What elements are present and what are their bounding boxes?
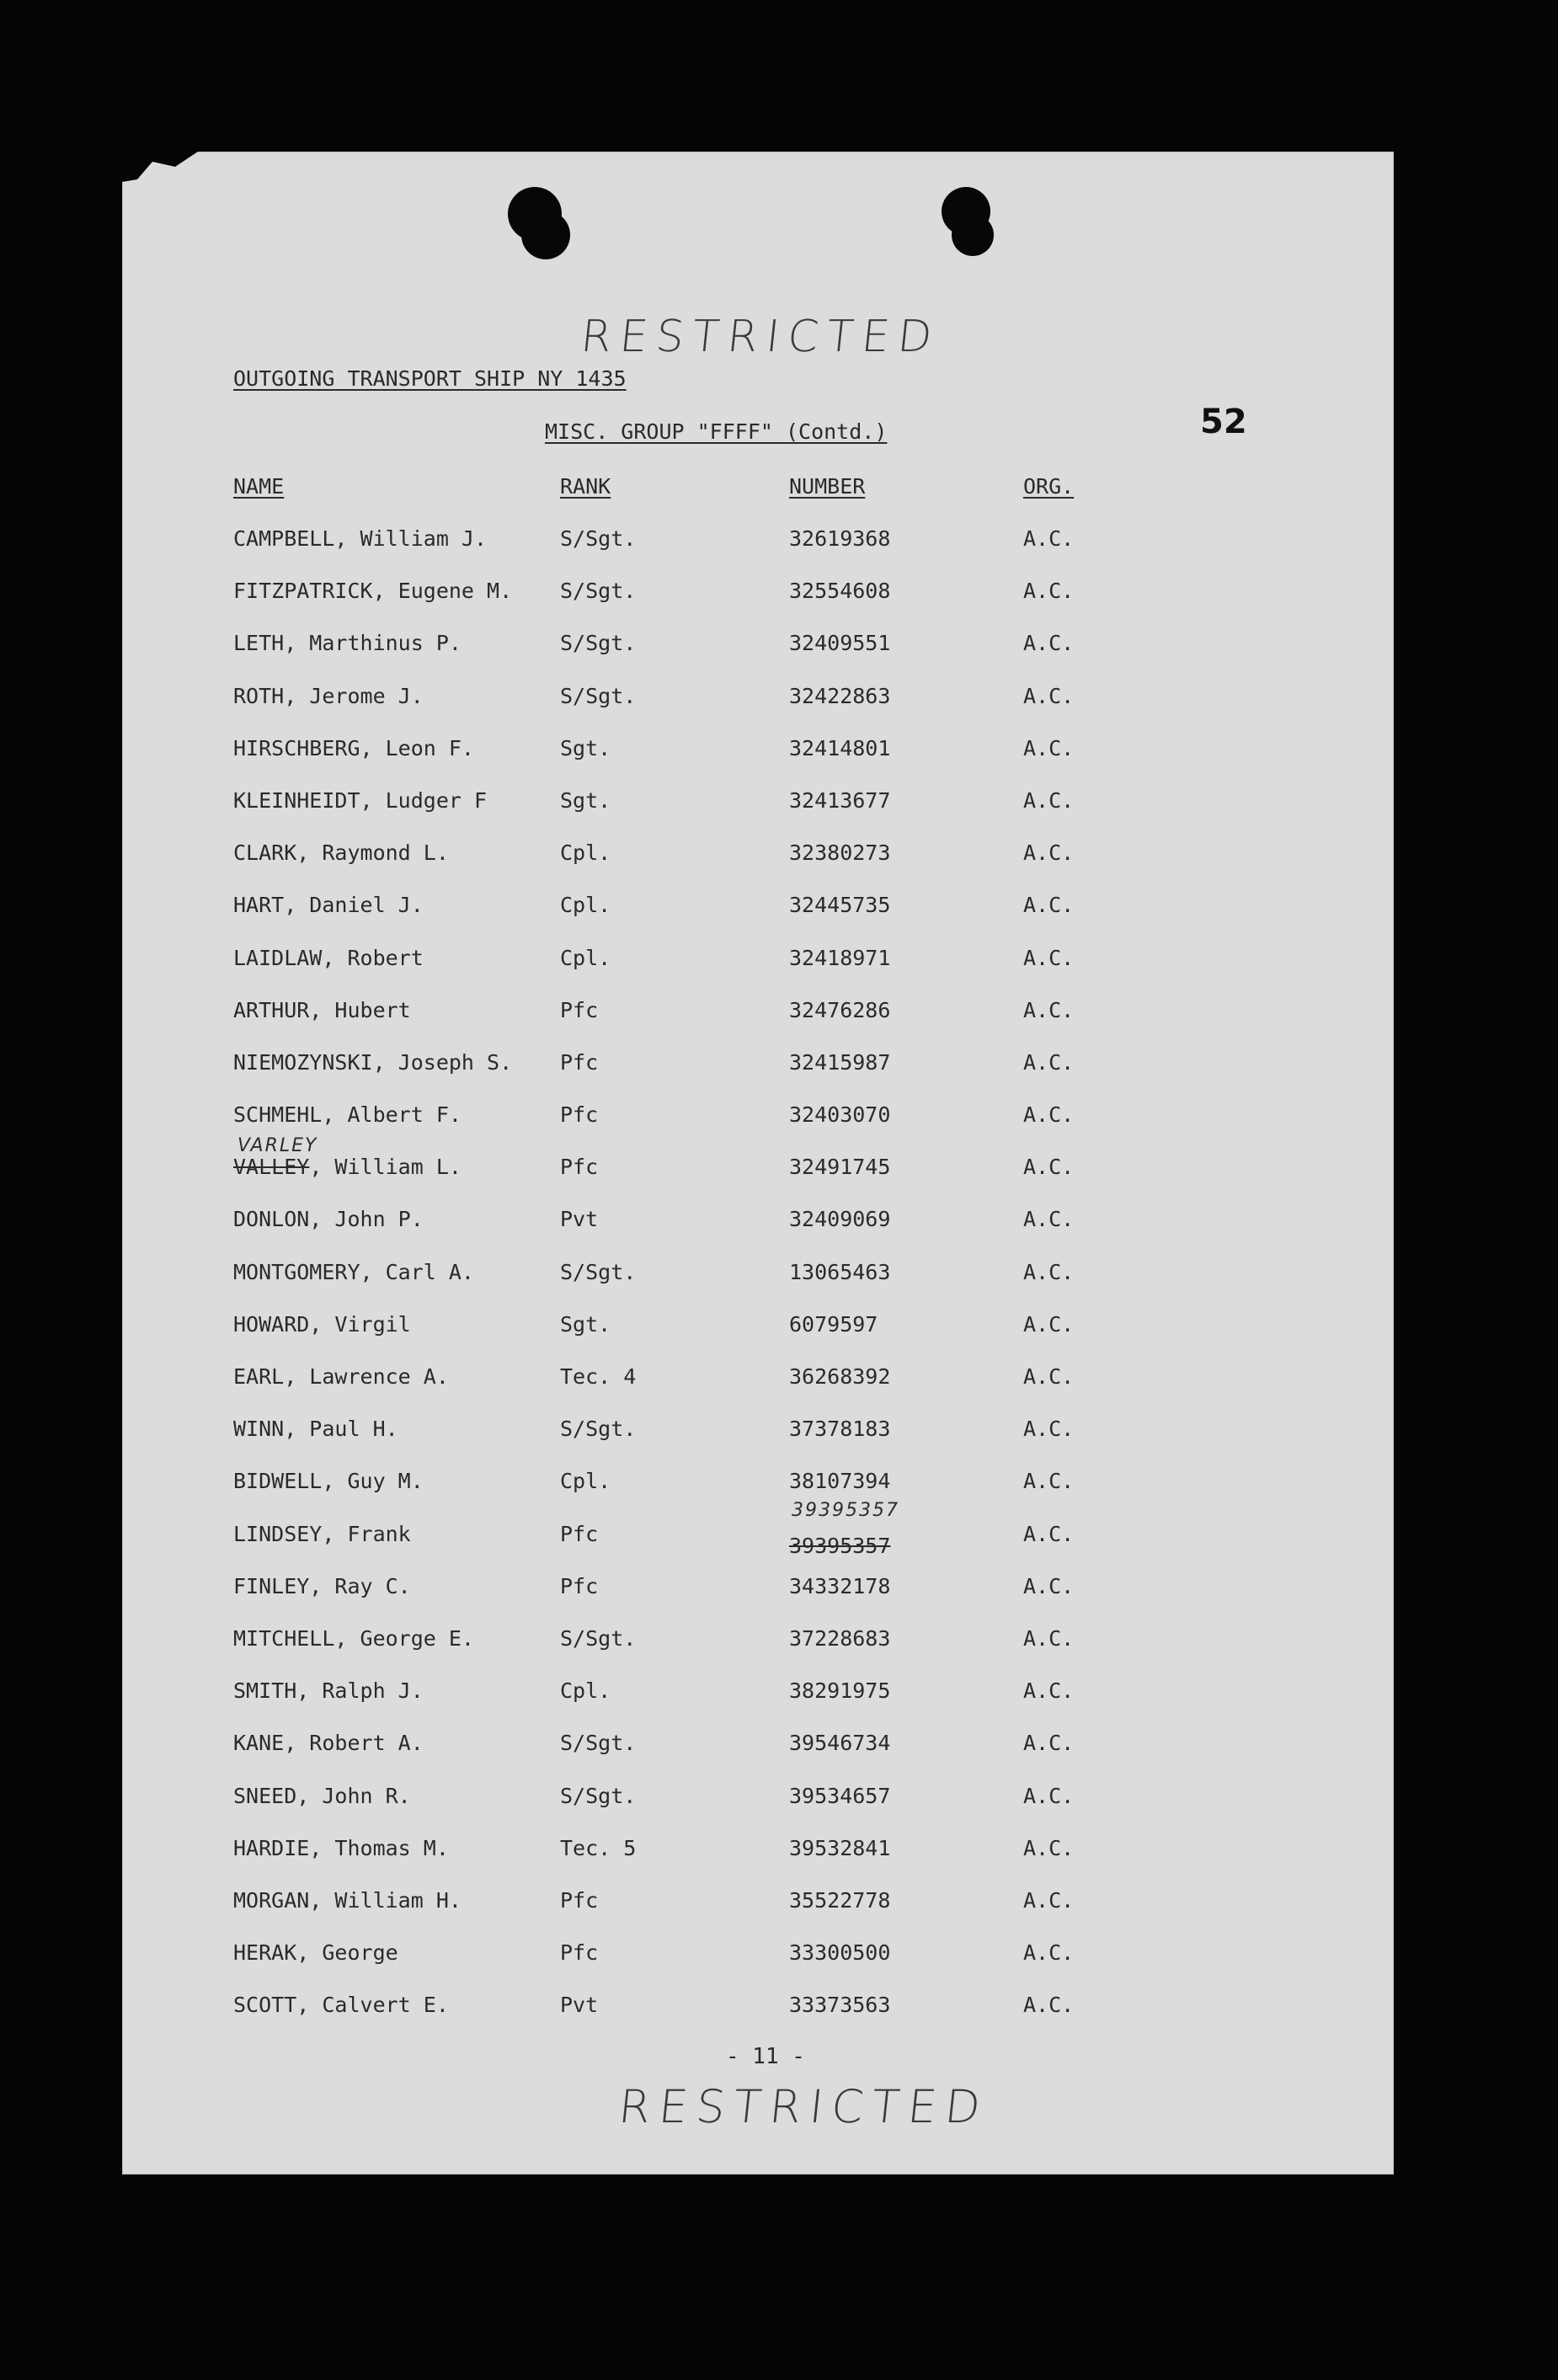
row-name: SCHMEHL, Albert F. xyxy=(233,1102,462,1128)
row-rank: Pvt xyxy=(560,1207,599,1232)
row-rank: Pfc xyxy=(560,1521,599,1546)
row-rank: Tec. 5 xyxy=(560,1835,637,1860)
row-number: 32414801 xyxy=(789,735,891,760)
row-number: 32415987 xyxy=(789,1049,891,1075)
table-row xyxy=(122,1784,1394,1836)
row-org: A.C. xyxy=(1023,1887,1075,1913)
row-number: 36268392 xyxy=(789,1364,891,1389)
row-org: A.C. xyxy=(1023,1521,1075,1546)
row-number: 6079597 xyxy=(789,1311,878,1337)
row-name: DONLON, John P. xyxy=(233,1207,424,1232)
table-row xyxy=(122,1207,1394,1259)
row-name: EARL, Lawrence A. xyxy=(233,1364,449,1389)
row-number: 32418971 xyxy=(789,945,891,970)
row-org: A.C. xyxy=(1023,893,1075,918)
document-sheet xyxy=(122,152,1394,2175)
row-number: 38107394 xyxy=(789,1469,891,1494)
row-rank: Sgt. xyxy=(560,735,611,760)
row-name: LINDSEY, Frank xyxy=(233,1521,411,1546)
column-header-org: ORG. xyxy=(1023,474,1075,499)
row-name: CLARK, Raymond L. xyxy=(233,840,449,866)
row-org: A.C. xyxy=(1023,1835,1075,1860)
row-name: HOWARD, Virgil xyxy=(233,1311,411,1337)
row-org: A.C. xyxy=(1023,1469,1075,1494)
row-number: 32554608 xyxy=(789,579,891,604)
row-name: SMITH, Ralph J. xyxy=(233,1678,424,1704)
row-rank: Pfc xyxy=(560,1887,599,1913)
page-number: 52 xyxy=(1200,403,1247,441)
row-org: A.C. xyxy=(1023,840,1075,866)
row-rank: Pfc xyxy=(560,1940,599,1966)
row-rank: S/Sgt. xyxy=(560,1417,637,1442)
torn-corner xyxy=(122,152,198,202)
row-name: HART, Daniel J. xyxy=(233,893,424,918)
row-rank: S/Sgt. xyxy=(560,631,637,656)
row-org: A.C. xyxy=(1023,1417,1075,1442)
table-row xyxy=(122,1417,1394,1469)
table-row xyxy=(122,736,1394,788)
row-name: BIDWELL, Guy M. xyxy=(233,1469,424,1494)
row-org: A.C. xyxy=(1023,1207,1075,1232)
struck-surname: VALLEY xyxy=(233,1155,310,1180)
row-number: 37378183 xyxy=(789,1417,891,1442)
row-rank: S/Sgt. xyxy=(560,1783,637,1808)
row-number: 32413677 xyxy=(789,787,891,813)
row-number: 32380273 xyxy=(789,840,891,866)
table-row xyxy=(122,1574,1394,1626)
row-org: A.C. xyxy=(1023,1940,1075,1966)
table-row xyxy=(122,1260,1394,1312)
row-rank: Pfc xyxy=(560,1049,599,1075)
column-header-number: NUMBER xyxy=(789,474,866,499)
punch-hole-right-lower xyxy=(952,214,994,256)
handwritten-number-correction: 39395357 xyxy=(792,1500,899,1521)
row-rank: Sgt. xyxy=(560,1311,611,1337)
row-org: A.C. xyxy=(1023,1311,1075,1337)
table-row xyxy=(122,1469,1394,1521)
row-rank: Pfc xyxy=(560,1155,599,1180)
row-name: KLEINHEIDT, Ludger F xyxy=(233,787,488,813)
row-org: A.C. xyxy=(1023,1731,1075,1756)
row-rank: Cpl. xyxy=(560,1469,611,1494)
row-number: 39532841 xyxy=(789,1835,891,1860)
row-number: 32619368 xyxy=(789,526,891,551)
row-rank: Cpl. xyxy=(560,840,611,866)
row-rank: S/Sgt. xyxy=(560,1259,637,1284)
row-name: ROTH, Jerome J. xyxy=(233,683,424,708)
punch-hole-left-lower xyxy=(521,211,570,259)
table-row xyxy=(122,631,1394,683)
row-name: FINLEY, Ray C. xyxy=(233,1573,411,1598)
row-name: NIEMOZYNSKI, Joseph S. xyxy=(233,1049,513,1075)
group-title: MISC. GROUP "FFFF" (Contd.) xyxy=(545,419,888,444)
table-row xyxy=(122,1522,1394,1574)
table-row xyxy=(122,840,1394,893)
row-number: 34332178 xyxy=(789,1573,891,1598)
row-rank: Cpl. xyxy=(560,1678,611,1704)
table-row xyxy=(122,1731,1394,1783)
row-org: A.C. xyxy=(1023,1625,1075,1651)
row-number: 32476286 xyxy=(789,997,891,1022)
row-name xyxy=(233,1155,462,1179)
row-org: A.C. xyxy=(1023,1102,1075,1128)
row-rank: Pfc xyxy=(560,1573,599,1598)
row-org: A.C. xyxy=(1023,579,1075,604)
row-org: A.C. xyxy=(1023,1259,1075,1284)
row-number: 33300500 xyxy=(789,1940,891,1966)
row-name: HARDIE, Thomas M. xyxy=(233,1835,449,1860)
row-number: 32409069 xyxy=(789,1207,891,1232)
row-name: SCOTT, Calvert E. xyxy=(233,1993,449,2018)
row-rank: S/Sgt. xyxy=(560,683,637,708)
row-number: 39546734 xyxy=(789,1731,891,1756)
row-rank: Tec. 4 xyxy=(560,1364,637,1389)
row-org: A.C. xyxy=(1023,1049,1075,1075)
row-rank: Cpl. xyxy=(560,945,611,970)
table-row xyxy=(122,1312,1394,1364)
row-number: 13065463 xyxy=(789,1259,891,1284)
row-name: WINN, Paul H. xyxy=(233,1417,398,1442)
row-number: 32409551 xyxy=(789,631,891,656)
table-row xyxy=(122,1364,1394,1417)
table-row xyxy=(122,526,1394,579)
row-name: LAIDLAW, Robert xyxy=(233,945,424,970)
row-name: MORGAN, William H. xyxy=(233,1887,462,1913)
row-rank: Pfc xyxy=(560,997,599,1022)
row-org: A.C. xyxy=(1023,997,1075,1022)
row-number: 33373563 xyxy=(789,1993,891,2018)
table-row xyxy=(122,1993,1394,2045)
row-rank: Sgt. xyxy=(560,787,611,813)
row-rank: S/Sgt. xyxy=(560,579,637,604)
table-row xyxy=(122,946,1394,998)
table-row xyxy=(122,1940,1394,1993)
row-rank: S/Sgt. xyxy=(560,1731,637,1756)
handwritten-name-correction: VARLEY xyxy=(237,1135,318,1156)
table-row xyxy=(122,579,1394,631)
row-number: 38291975 xyxy=(789,1678,891,1704)
row-name: MITCHELL, George E. xyxy=(233,1625,474,1651)
row-org: A.C. xyxy=(1023,631,1075,656)
row-org: A.C. xyxy=(1023,787,1075,813)
row-org: A.C. xyxy=(1023,1678,1075,1704)
table-row xyxy=(122,893,1394,945)
row-org: A.C. xyxy=(1023,526,1075,551)
row-name: KANE, Robert A. xyxy=(233,1731,424,1756)
row-org: A.C. xyxy=(1023,683,1075,708)
table-row xyxy=(122,998,1394,1050)
row-number: 39534657 xyxy=(789,1783,891,1808)
table-row xyxy=(122,1050,1394,1102)
row-rank: Pvt xyxy=(560,1993,599,2018)
row-name: LETH, Marthinus P. xyxy=(233,631,462,656)
row-number: 32403070 xyxy=(789,1102,891,1128)
column-header-rank: RANK xyxy=(560,474,611,499)
row-name: HERAK, George xyxy=(233,1940,398,1966)
row-rank: Pfc xyxy=(560,1102,599,1128)
row-org: A.C. xyxy=(1023,1573,1075,1598)
footer-page-number: - 11 - xyxy=(726,2044,805,2069)
table-row xyxy=(122,1836,1394,1888)
row-number: 37228683 xyxy=(789,1625,891,1651)
row-rank: S/Sgt. xyxy=(560,526,637,551)
restricted-stamp-bottom: RESTRICTED xyxy=(616,2080,992,2133)
row-number: 35522778 xyxy=(789,1887,891,1913)
row-name: ARTHUR, Hubert xyxy=(233,997,411,1022)
row-org: A.C. xyxy=(1023,1783,1075,1808)
given-name: , William L. xyxy=(309,1155,462,1180)
restricted-stamp-top: RESTRICTED xyxy=(578,312,943,362)
row-rank: S/Sgt. xyxy=(560,1625,637,1651)
column-header-name: NAME xyxy=(233,474,285,499)
roster-table xyxy=(122,526,1394,2045)
table-row xyxy=(122,1888,1394,1940)
row-org: A.C. xyxy=(1023,1364,1075,1389)
row-number: 32491745 xyxy=(789,1155,891,1180)
row-rank: Cpl. xyxy=(560,893,611,918)
table-row xyxy=(122,788,1394,840)
row-name: CAMPBELL, William J. xyxy=(233,526,488,551)
row-name: FITZPATRICK, Eugene M. xyxy=(233,579,513,604)
table-row xyxy=(122,1626,1394,1678)
row-org: A.C. xyxy=(1023,735,1075,760)
row-number: 39395357 xyxy=(789,1533,891,1558)
table-row xyxy=(122,1678,1394,1731)
row-org: A.C. xyxy=(1023,1993,1075,2018)
row-number: 32422863 xyxy=(789,683,891,708)
row-number: 32445735 xyxy=(789,893,891,918)
table-row xyxy=(122,1155,1394,1207)
row-name: SNEED, John R. xyxy=(233,1783,411,1808)
ship-title: OUTGOING TRANSPORT SHIP NY 1435 xyxy=(233,366,627,391)
row-name: MONTGOMERY, Carl A. xyxy=(233,1259,474,1284)
table-row xyxy=(122,684,1394,736)
row-name: HIRSCHBERG, Leon F. xyxy=(233,735,474,760)
row-org: A.C. xyxy=(1023,945,1075,970)
row-org: A.C. xyxy=(1023,1155,1075,1180)
